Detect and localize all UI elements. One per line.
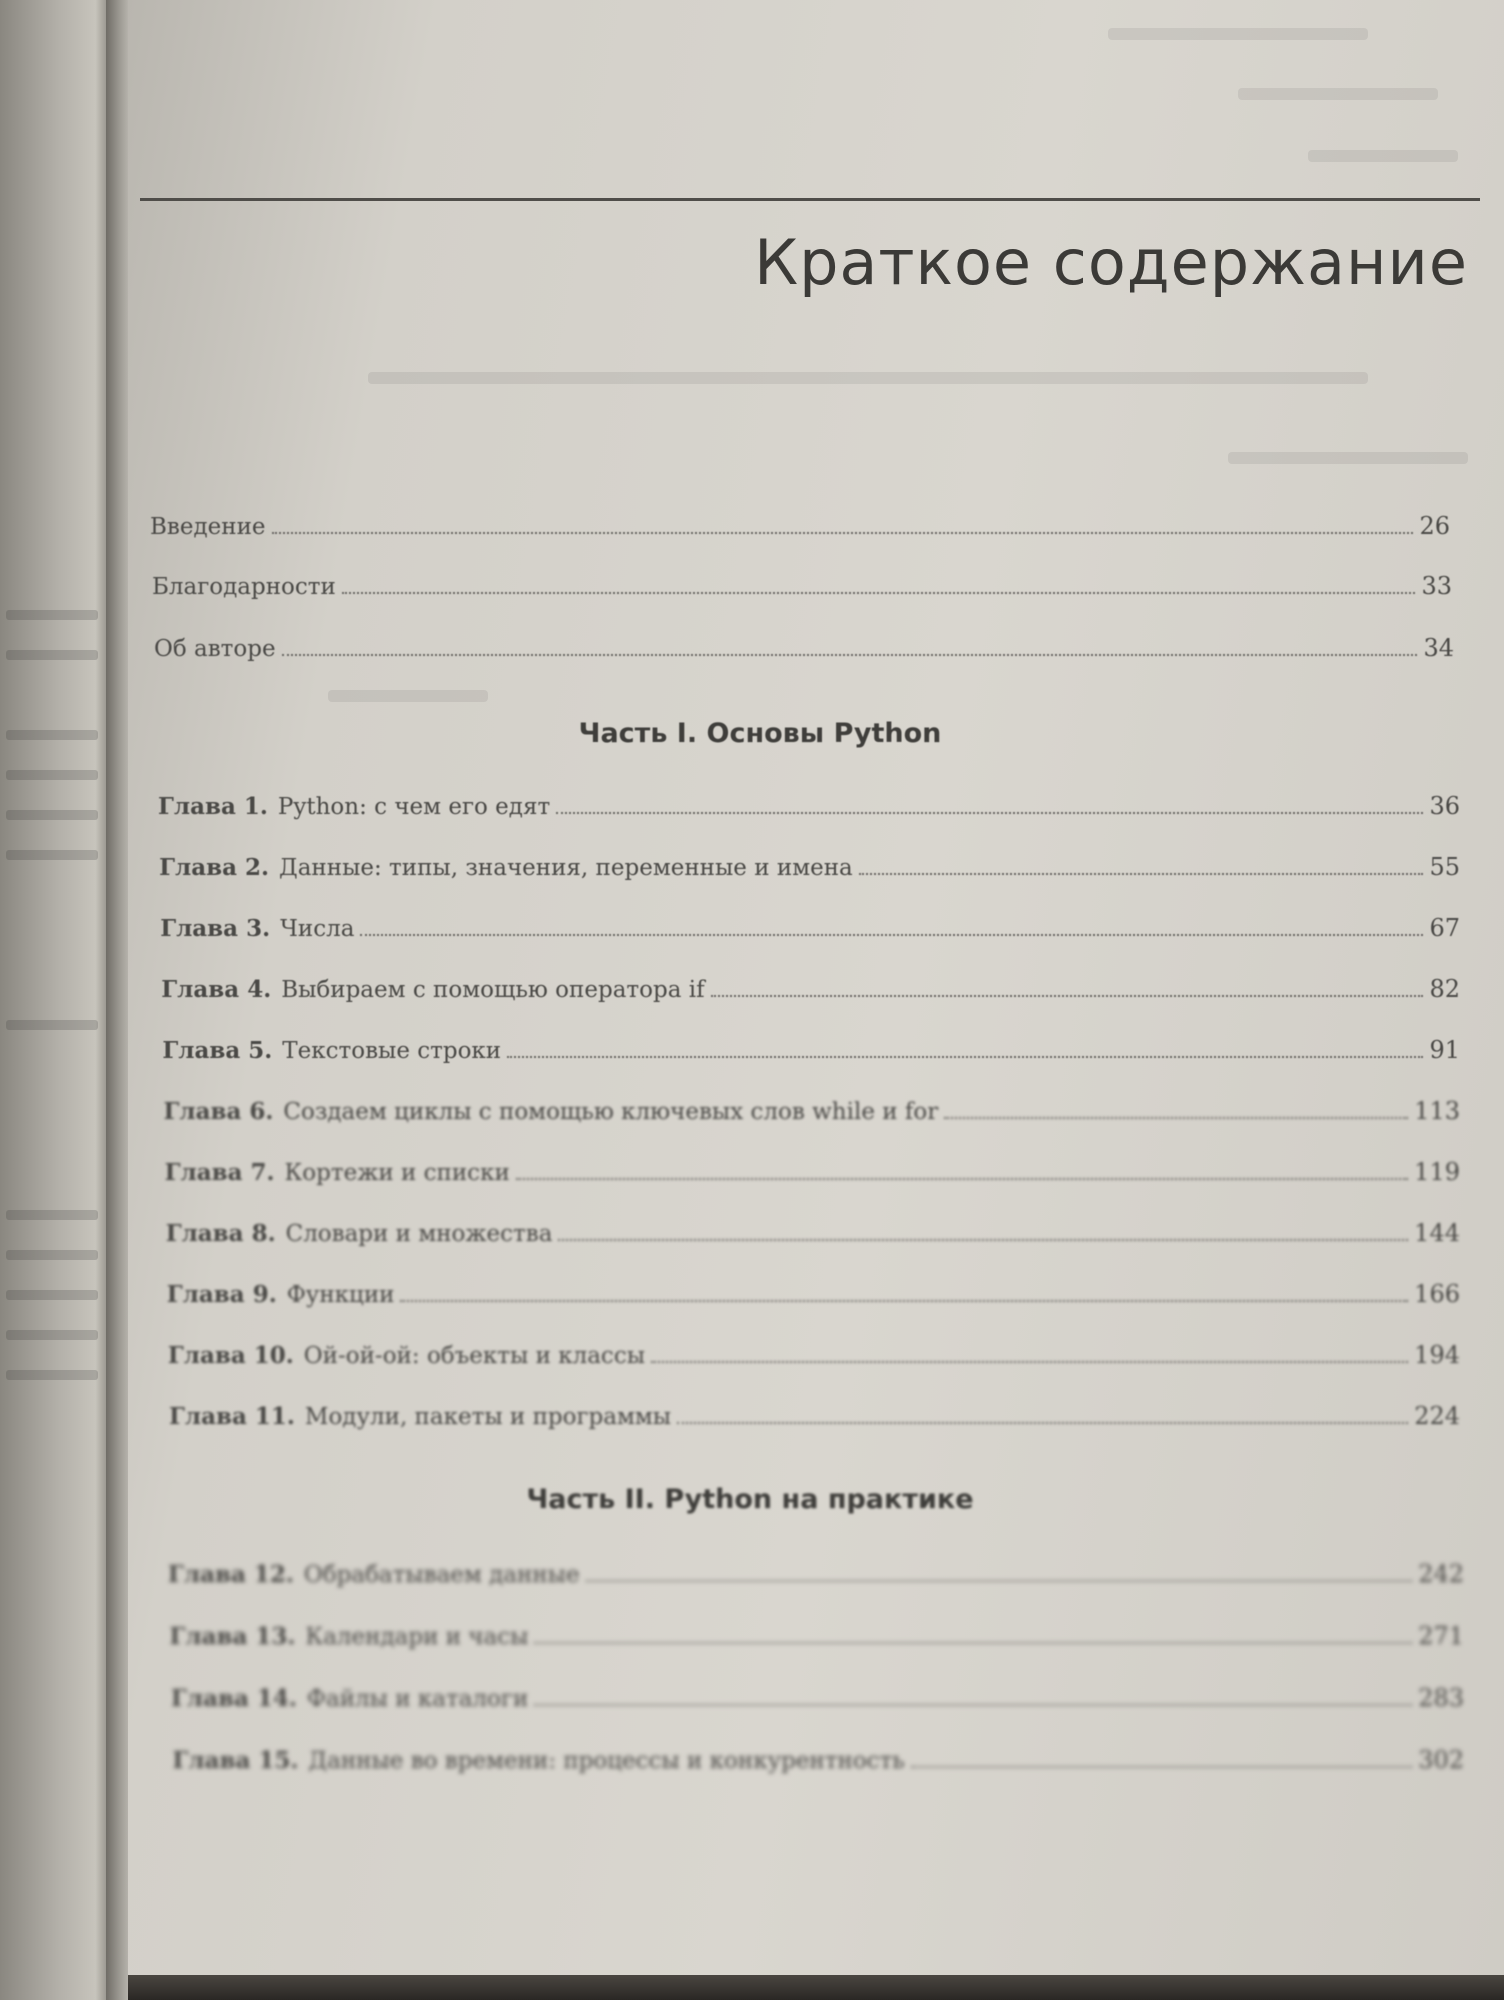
facing-page-edge [0, 0, 106, 2000]
facing-page-text-shadow [6, 770, 98, 780]
dot-leader [944, 1117, 1408, 1119]
chapter-number: Глава 1. [158, 793, 268, 820]
facing-page-text-shadow [6, 810, 98, 820]
chapter-title: Функции [286, 1282, 395, 1308]
chapter-title: Текстовые строки [282, 1038, 502, 1064]
dot-leader [711, 995, 1424, 997]
toc-entry [168, 1544, 1464, 1588]
toc-entry [152, 556, 1452, 600]
toc-entry [168, 1325, 1460, 1369]
show-through [1108, 28, 1368, 40]
page-number: 302 [1418, 1746, 1464, 1774]
page-number: 119 [1414, 1158, 1460, 1186]
page-number: 224 [1414, 1402, 1460, 1430]
page-number: 113 [1414, 1097, 1460, 1125]
dot-leader [651, 1361, 1408, 1363]
toc-entry [173, 1730, 1465, 1774]
dot-leader [556, 812, 1423, 814]
chapter-number: Глава 14. [171, 1685, 297, 1712]
chapter-title: Создаем циклы с помощью ключевых слов while и for [283, 1099, 939, 1125]
part-heading: Часть II. Python на практике [526, 1484, 974, 1515]
chapter-number: Глава 5. [162, 1037, 273, 1064]
page-number: 67 [1429, 914, 1460, 942]
chapter-title: Модули, пакеты и программы [304, 1404, 672, 1430]
facing-page-text-shadow [6, 850, 98, 860]
dot-leader [516, 1178, 1408, 1180]
page-number: 144 [1414, 1219, 1460, 1247]
show-through [368, 372, 1368, 384]
page-number: 166 [1414, 1280, 1460, 1308]
chapter-title: Числа [280, 916, 355, 942]
chapter-title: Обрабатываем данные [303, 1562, 580, 1588]
toc-entry [166, 1203, 1460, 1247]
toc-entry [161, 959, 1460, 1003]
toc-entry [154, 618, 1454, 662]
chapter-title: Ой-ой-ой: объекты и классы [303, 1343, 646, 1369]
page-number: 82 [1429, 975, 1460, 1003]
dot-leader [342, 592, 1416, 594]
facing-page-text-shadow [6, 1250, 98, 1260]
toc-entry [150, 496, 1450, 540]
dot-leader [272, 532, 1414, 534]
chapter-number: Глава 11. [169, 1403, 295, 1430]
chapter-number: Глава 12. [168, 1561, 294, 1588]
chapter-number: Глава 2. [159, 854, 269, 881]
toc-entry [169, 1386, 1460, 1430]
chapter-number: Глава 9. [166, 1281, 277, 1308]
page-number: 271 [1418, 1622, 1464, 1650]
chapter-number: Глава 3. [160, 915, 271, 942]
facing-page-text-shadow [6, 1020, 98, 1030]
entry-label: Благодарности [152, 574, 336, 600]
toc-entry [171, 1668, 1464, 1712]
page-number: 194 [1414, 1341, 1460, 1369]
page-number: 26 [1419, 512, 1450, 540]
show-through [1228, 452, 1468, 464]
page-number: 36 [1429, 792, 1460, 820]
toc-entry [164, 1081, 1461, 1125]
title-rule [140, 198, 1480, 201]
dot-leader [586, 1580, 1413, 1582]
part-heading: Часть I. Основы Python [578, 718, 942, 749]
dot-leader [859, 873, 1424, 875]
facing-page-text-shadow [6, 1370, 98, 1380]
chapter-number: Глава 4. [161, 976, 272, 1003]
dot-leader [677, 1422, 1408, 1424]
page-title: Краткое содержание [754, 226, 1468, 299]
toc-entry [165, 1142, 1460, 1186]
chapter-title: Выбираем с помощью оператора if [281, 977, 705, 1003]
entry-label: Введение [150, 514, 266, 540]
dot-leader [507, 1056, 1423, 1058]
facing-page-text-shadow [6, 650, 98, 660]
chapter-title: Данные во времени: процессы и конкурентность [308, 1748, 905, 1774]
toc-entry [170, 1606, 1465, 1650]
toc-entry [159, 837, 1460, 881]
facing-page-text-shadow [6, 1210, 98, 1220]
chapter-title: Данные: типы, значения, переменные и имена [279, 855, 853, 881]
chapter-title: Кортежи и списки [284, 1160, 510, 1186]
page-number: 34 [1423, 634, 1454, 662]
dot-leader [534, 1642, 1412, 1644]
entry-label: Об авторе [154, 636, 276, 662]
dot-leader [400, 1300, 1408, 1302]
chapter-title: Календари и часы [305, 1624, 529, 1650]
facing-page-text-shadow [6, 1330, 98, 1340]
toc-entry [167, 1264, 1460, 1308]
chapter-title: Файлы и каталоги [306, 1686, 529, 1712]
show-through [1238, 88, 1438, 100]
facing-page-text-shadow [6, 730, 98, 740]
dot-leader [558, 1239, 1408, 1241]
book-gutter [106, 0, 128, 2000]
show-through [328, 690, 488, 702]
dot-leader [911, 1766, 1412, 1768]
chapter-number: Глава 6. [163, 1098, 274, 1125]
page-number: 55 [1429, 853, 1460, 881]
page-number: 283 [1418, 1684, 1464, 1712]
page-number: 33 [1421, 572, 1452, 600]
chapter-number: Глава 13. [169, 1623, 296, 1650]
dot-leader [360, 934, 1423, 936]
page-number: 91 [1429, 1036, 1460, 1064]
facing-page-text-shadow [6, 610, 98, 620]
page-bottom-edge [128, 1975, 1504, 2000]
toc-entry [162, 1020, 1460, 1064]
chapter-number: Глава 8. [165, 1220, 276, 1247]
chapter-number: Глава 10. [167, 1342, 294, 1369]
chapter-number: Глава 7. [164, 1159, 275, 1186]
chapter-title: Словари и множества [285, 1221, 553, 1247]
toc-entry [160, 898, 1460, 942]
toc-page [128, 0, 1504, 1975]
dot-leader [534, 1704, 1412, 1706]
chapter-title: Python: с чем его едят [277, 794, 551, 820]
facing-page-text-shadow [6, 1290, 98, 1300]
toc-entry [158, 776, 1460, 820]
page-number: 242 [1418, 1560, 1464, 1588]
show-through [1308, 150, 1458, 162]
dot-leader [282, 654, 1418, 656]
chapter-number: Глава 15. [172, 1747, 299, 1774]
